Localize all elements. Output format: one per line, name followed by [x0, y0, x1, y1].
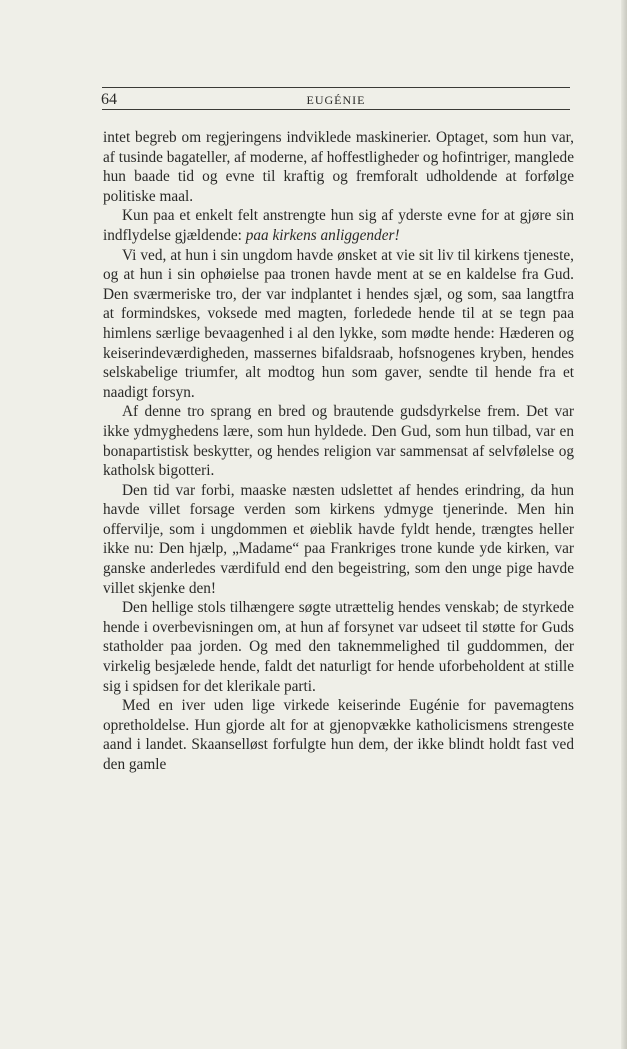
paragraph-2-lead: Kun paa et enkelt felt anstrengte hun sig af yderste evne for at gjøre sin indflydelse gjældende:	[103, 207, 574, 244]
running-title: EUGÉNIE	[306, 93, 366, 107]
header-rule-top	[102, 87, 570, 88]
header-rule-bottom	[102, 109, 570, 110]
paragraph-1: intet begreb om regjeringens indviklede maskinerier. Optaget, som hun var, af tusinde bagateller, af moderne, af hoffestligheder og hofintriger, manglede hun baade tid og evne til kraftig og fremforalt udholdende at forfølge politiske maal.	[103, 129, 574, 205]
paragraph-2	[103, 206, 574, 245]
body-text	[103, 128, 574, 775]
paragraph-5: Den tid var forbi, maaske næsten udslettet af hendes erindring, da hun havde villet forsage verden som kirkens ydmyge tjenerinde. Men hin offervilje, som i ungdommen et øieblik havde fyldt hende, trængtes heller ikke nu: Den hjælp, „Madame“ paa Frankriges trone kunde yde kirken, var ganske anderledes værdifuld end den begeistring, som den unge pige havde villet skjenke den!	[103, 481, 574, 597]
paragraph-6: Den hellige stols tilhængere søgte utrættelig hendes venskab; de styrkede hende i overbevisningen om, at hun af forsynet var udseet til støtte for Guds statholder paa jorden. Og med den taknemmelighed til guddommen, der virkelig besjælede hende, faldt det naturligt for hende uforbeholdent at stille sig i spidsen for det klerikale parti.	[103, 599, 574, 695]
page-number: 64	[101, 91, 117, 108]
page-edge-shadow	[621, 0, 627, 1049]
paragraph-7: Med en iver uden lige virkede keiserinde Eugénie for pavemagtens opretholdelse. Hun gjorde alt for at gjenopvække katholicismens strengeste aand i landet. Skaanselløst forfulgte hun dem, der ikke blindt holdt fast ved den gamle	[103, 697, 574, 773]
paragraph-4: Af denne tro sprang en bred og brautende gudsdyrkelse frem. Det var ikke ydmyghedens lære, som hun hyldede. Den Gud, som hun tilbad, var en bonapartistisk beskytter, og hendes religion var sammensat af selvfølelse og katholsk bigotteri.	[103, 403, 574, 480]
paragraph-3: Vi ved, at hun i sin ungdom havde ønsket at vie sit liv til kirkens tjeneste, og at hun i sin ophøielse paa tronen havde ment at se en kaldelse fra Gud. Den sværmeriske tro, der var indplantet i hendes sjæl, og som, saa langtfra at formindskes, voksede med magten, forledede hende til at se tegn paa himlens særlige bevaagenhed i al den lykke, som mødte hende: Hæderen og keiserindeværdigheden, massernes bifaldsraab, hofsnogenes kryben, hendes selskabelige triumfer, alt modtog hun som gaver, sendte til hende fra et naadigt forsyn.	[103, 246, 574, 401]
paragraph-2-emphasis: paa kirkens anliggender!	[245, 226, 400, 244]
